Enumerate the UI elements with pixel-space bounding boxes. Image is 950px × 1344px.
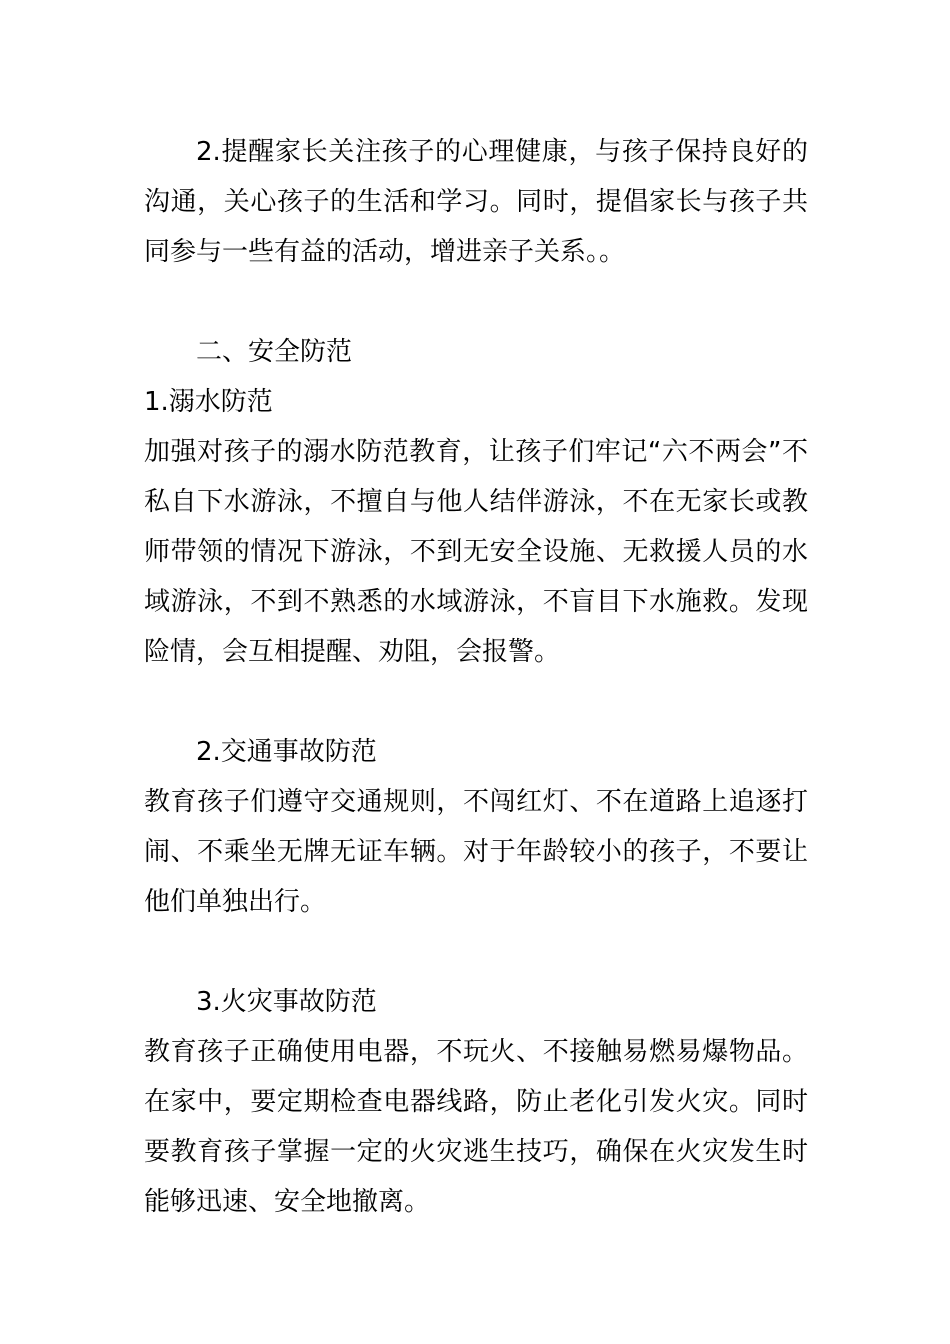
subheading-traffic: 2.交通事故防范 (196, 737, 377, 767)
paragraph-fire: 教育孩子正确使用电器，不玩火、不接触易燃易爆物品。在家中，要定期检查电器线路，防止老化引发火灾。同时要教育孩子掌握一定的火灾逃生技巧，确保在火灾发生时能够迅速、安全地撤离。 (144, 1037, 808, 1217)
section-heading-safety: 二、安全防范 (196, 337, 353, 367)
subheading-drowning: 1.溺水防范 (144, 387, 273, 417)
document-body (144, 127, 808, 1227)
paragraph-gap (144, 927, 808, 977)
paragraph-drowning: 加强对孩子的溺水防范教育，让孩子们牢记“六不两会”不私自下水游泳，不擅自与他人结伴游泳，不在无家长或教师带领的情况下游泳，不到无安全设施、无救援人员的水域游泳，不到不熟悉的水域游泳，不盲目下水施救。发现险情，会互相提醒、劝阻，会报警。 (144, 437, 808, 667)
paragraph-parent-mental-health: 2.提醒家长关注孩子的心理健康，与孩子保持良好的沟通，关心孩子的生活和学习。同时，提倡家长与孩子共同参与一些有益的活动，增进亲子关系。。 (144, 137, 808, 267)
subheading-fire: 3.火灾事故防范 (196, 987, 377, 1017)
paragraph-traffic: 教育孩子们遵守交通规则，不闯红灯、不在道路上追逐打闹、不乘坐无牌无证车辆。对于年龄较小的孩子，不要让他们单独出行。 (144, 787, 808, 917)
paragraph-gap (144, 677, 808, 727)
paragraph-gap (144, 277, 808, 327)
